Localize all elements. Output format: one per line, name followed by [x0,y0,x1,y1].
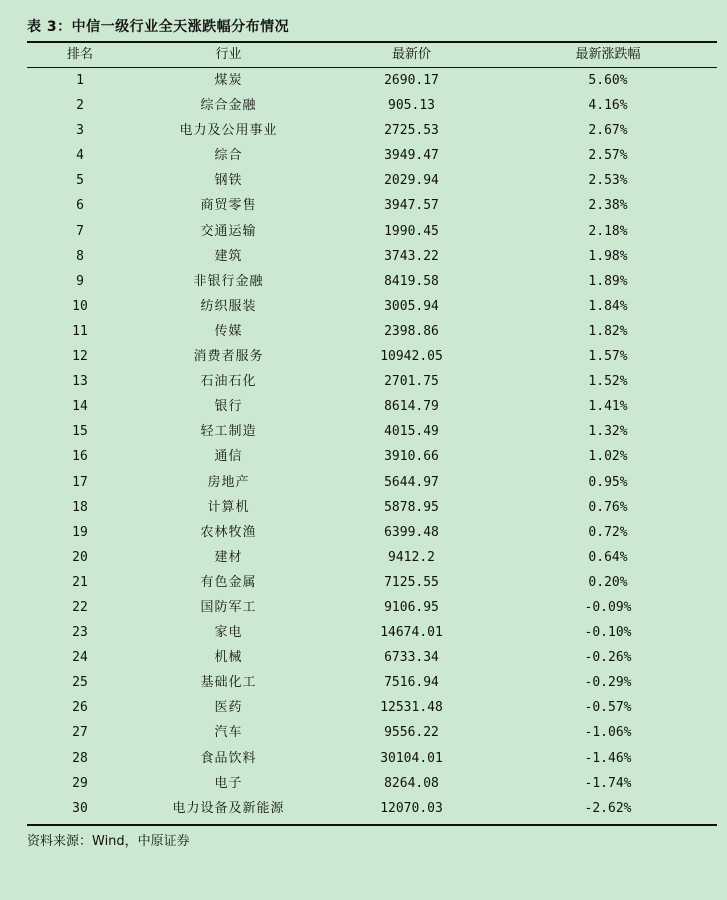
industry-cell: 煤炭 [214,73,243,88]
price-cell: 12070.03 [380,800,443,816]
table-row [27,520,717,545]
table-row [27,796,717,821]
change-cell: 1.98% [588,248,628,264]
change-cell: 1.84% [588,298,628,314]
rank-cell: 7 [76,223,84,239]
industry-cell: 汽车 [214,725,243,741]
header-row [27,43,717,67]
rank-cell: 8 [76,248,84,264]
industry-cell: 农林牧渔 [200,524,257,540]
rank-cell: 11 [72,323,88,339]
price-cell: 4015.49 [384,424,439,440]
rank-cell: 28 [72,750,88,766]
price-cell: 2690.17 [384,73,439,88]
industry-cell: 通信 [214,449,243,465]
industry-cell: 机械 [214,650,243,666]
rank-cell: 17 [72,474,88,490]
table-row [27,570,717,595]
price-cell: 5644.97 [384,474,439,490]
price-cell: 7516.94 [384,675,439,691]
price-cell: 3005.94 [384,298,439,314]
table-row [27,319,717,344]
price-cell: 30104.01 [380,750,443,766]
change-cell: 1.41% [588,399,628,415]
industry-cell: 消费者服务 [193,349,264,365]
price-cell: 3910.66 [384,449,439,465]
industry-cell: 食品饮料 [200,750,257,766]
industry-cell: 纺织服装 [200,298,257,314]
table-row [27,168,717,193]
table-row [27,771,717,796]
price-cell: 14674.01 [380,625,443,641]
table-row [27,244,717,269]
change-cell: 2.57% [588,148,628,164]
table-row [27,444,717,469]
industry-cell: 建筑 [214,248,243,264]
price-cell: 8264.08 [384,775,439,791]
rank-cell: 27 [72,725,88,741]
change-cell: 1.57% [588,349,628,365]
price-cell: 3949.47 [384,148,439,164]
change-cell: 2.38% [588,198,628,214]
table-row [27,670,717,695]
industry-cell: 国防军工 [200,599,257,615]
industry-cell: 房地产 [207,474,250,490]
table-row [27,219,717,244]
table-title: 表 3：中信一级行业全天涨跌幅分布情况 [27,19,290,35]
table-row [27,269,717,294]
price-cell: 5878.95 [384,499,439,515]
industry-cell: 建材 [214,549,243,565]
table-row [27,143,717,168]
industry-cell: 轻工制造 [200,424,257,440]
table-row [27,545,717,570]
change-cell: -0.57% [584,700,632,716]
industry-cell: 基础化工 [200,675,257,691]
change-cell: 4.16% [588,98,628,114]
table-row [27,93,717,118]
change-cell: 0.72% [588,524,628,540]
rank-cell: 12 [72,349,88,365]
change-cell: 0.76% [588,499,628,515]
table-row [27,620,717,645]
rank-cell: 24 [72,650,88,666]
change-cell: -2.62% [584,800,632,816]
industry-cell: 综合金融 [200,98,257,114]
price-cell: 2398.86 [384,323,439,339]
price-cell: 2701.75 [384,374,439,390]
table-row [27,118,717,143]
change-cell: 2.53% [588,173,628,189]
price-cell: 2029.94 [384,173,439,189]
price-cell: 7125.55 [384,574,439,590]
table-row [27,294,717,319]
change-cell: -0.10% [584,625,632,641]
industry-cell: 电子 [214,775,243,791]
table-row [27,419,717,444]
industry-cell: 传媒 [214,323,243,339]
rank-cell: 15 [72,424,88,440]
rank-cell: 26 [72,700,88,716]
change-cell: 1.89% [588,273,628,289]
price-cell: 2725.53 [384,123,439,139]
rank-cell: 14 [72,399,88,415]
change-cell: -0.29% [584,675,632,691]
rank-cell: 30 [72,800,88,816]
industry-cell: 钢铁 [214,173,243,189]
price-cell: 9106.95 [384,599,439,615]
rank-cell: 21 [72,574,88,590]
change-cell: -1.74% [584,775,632,791]
rank-cell: 4 [76,148,84,164]
rank-cell: 3 [76,123,84,139]
rank-cell: 13 [72,374,88,390]
price-cell: 8419.58 [384,273,439,289]
price-cell: 905.13 [388,98,435,114]
table-row [27,720,717,745]
price-cell: 6733.34 [384,650,439,666]
change-cell: 2.18% [588,223,628,239]
industry-cell: 交通运输 [200,223,257,239]
table-row [27,394,717,419]
data-table [27,68,717,821]
industry-cell: 石油石化 [200,374,257,390]
header-latest-price: 最新价 [391,47,431,62]
industry-cell: 综合 [214,148,243,164]
change-cell: -0.26% [584,650,632,666]
rank-cell: 5 [76,173,84,189]
rank-cell: 9 [76,273,84,289]
rank-cell: 10 [72,298,88,314]
change-cell: 5.60% [588,73,628,88]
rank-cell: 1 [76,73,84,88]
change-cell: -1.06% [584,725,632,741]
change-cell: 0.64% [588,549,628,565]
change-cell: 0.20% [588,574,628,590]
change-cell: -0.09% [584,599,632,615]
change-cell: 1.82% [588,323,628,339]
table-header [27,43,717,67]
industry-cell: 商贸零售 [200,198,257,214]
rank-cell: 29 [72,775,88,791]
price-cell: 3947.57 [384,198,439,214]
rank-cell: 20 [72,549,88,565]
source-note: 资料来源：Wind，中原证券 [27,834,190,849]
rank-cell: 19 [72,524,88,540]
header-industry: 行业 [215,47,242,62]
rank-cell: 22 [72,599,88,615]
table-row [27,645,717,670]
industry-cell: 电力及公用事业 [179,123,278,139]
table-row [27,369,717,394]
change-cell: 1.02% [588,449,628,465]
industry-cell: 计算机 [207,499,250,515]
industry-cell: 家电 [214,625,243,641]
price-cell: 9556.22 [384,725,439,741]
rank-cell: 16 [72,449,88,465]
table-row [27,695,717,720]
header-rank: 排名 [66,47,93,62]
header-latest-change: 最新涨跌幅 [575,47,641,62]
price-cell: 12531.48 [380,700,443,716]
table-body [27,68,717,821]
table-row [27,68,717,93]
rank-cell: 25 [72,675,88,691]
industry-cell: 电力设备及新能源 [172,800,285,816]
change-cell: 2.67% [588,123,628,139]
table-row [27,470,717,495]
price-cell: 10942.05 [380,349,443,365]
table-row [27,495,717,520]
bottom-rule [27,824,717,826]
table-row [27,344,717,369]
change-cell: 1.32% [588,424,628,440]
rank-cell: 18 [72,499,88,515]
rank-cell: 6 [76,198,84,214]
industry-cell: 银行 [214,399,243,415]
table-row [27,595,717,620]
table-row [27,746,717,771]
industry-cell: 非银行金融 [193,273,264,289]
price-cell: 6399.48 [384,524,439,540]
price-cell: 8614.79 [384,399,439,415]
price-cell: 1990.45 [384,223,439,239]
change-cell: 0.95% [588,474,628,490]
rank-cell: 23 [72,625,88,641]
price-cell: 3743.22 [384,248,439,264]
change-cell: 1.52% [588,374,628,390]
industry-cell: 有色金属 [200,574,257,590]
industry-cell: 医药 [214,700,243,716]
change-cell: -1.46% [584,750,632,766]
table-row [27,193,717,218]
price-cell: 9412.2 [388,549,435,565]
rank-cell: 2 [76,98,84,114]
